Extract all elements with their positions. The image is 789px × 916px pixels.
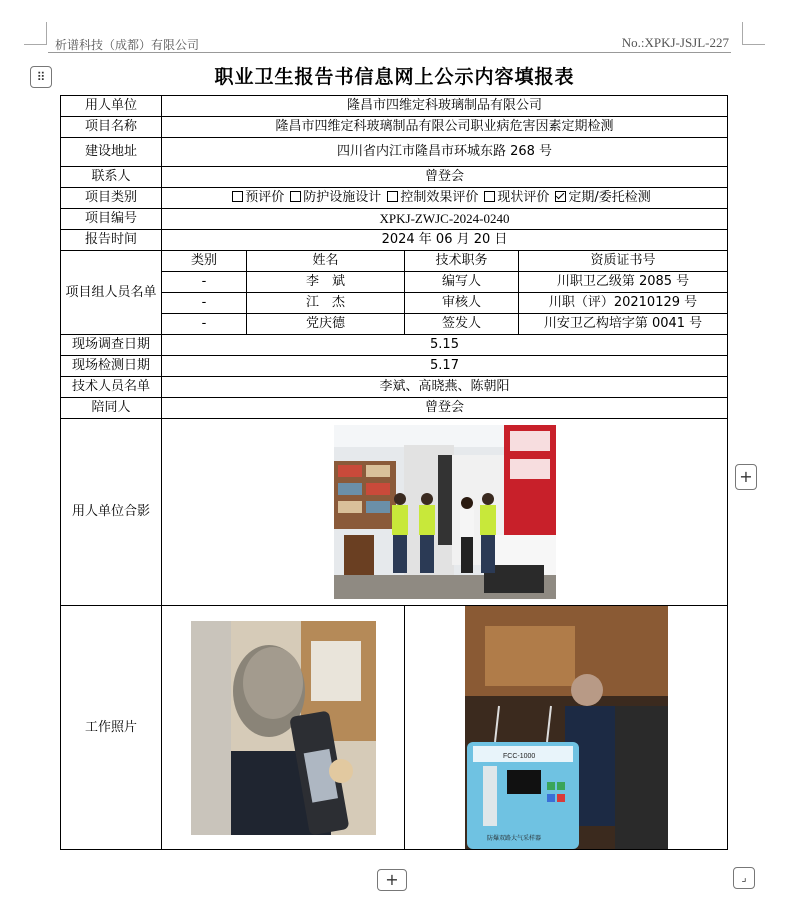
work-photo-1 [191,621,376,835]
table-row [61,314,728,335]
group-photo-cell [162,419,728,606]
page-title: 职业卫生报告书信息网上公示内容填报表 [214,66,575,88]
team-header: 资质证书号 [519,251,728,272]
option-label: 控制效果评价 [400,190,479,205]
team-header: 技术职务 [405,251,519,272]
checkbox-checked[interactable] [555,191,566,202]
category-option[interactable] [484,190,549,205]
header-company: 析谱科技（成都）有限公司 [55,38,200,52]
option-label: 预评价 [245,190,285,205]
work-photo-2-image [465,606,668,849]
team-type[interactable]: - [162,314,247,335]
table-row [61,272,728,293]
cell-label: 现场检测日期 [61,356,162,377]
category-option[interactable] [555,190,650,205]
team-cert[interactable]: 川安卫乙构培字第 0041 号 [519,314,728,335]
work-photo-1-image [191,621,376,835]
work-photo-cell [405,606,728,850]
table-row [61,356,728,377]
table-row [61,188,728,209]
cell-label: 项目编号 [61,209,162,230]
checkbox[interactable] [232,191,243,202]
resize-table-handle[interactable]: ⌟ [733,867,755,889]
table-row [61,251,728,272]
table-row [61,96,728,117]
header-doc-number: No.:XPKJ-JSJL-227 [621,35,729,50]
report-table [60,95,728,850]
team-header: 类别 [162,251,247,272]
group-photo-image [334,425,556,599]
team-header: 姓名 [247,251,405,272]
device-name-label: 防爆双路大气采样器 [486,835,541,842]
page-corner-mark [24,22,47,45]
team-duty[interactable]: 审核人 [405,293,519,314]
cell-label: 项目类别 [61,188,162,209]
table-row [61,377,728,398]
team-type[interactable]: - [162,293,247,314]
cell-label: 现场调查日期 [61,335,162,356]
add-row-button[interactable]: + [377,869,407,891]
cell-label: 项目组人员名单 [61,251,162,335]
table-row [61,209,728,230]
cell-value[interactable]: 曾登会 [162,398,728,419]
table-row [61,335,728,356]
cell-value[interactable]: 2024 年 06 月 20 日 [162,230,728,251]
table-row [61,230,728,251]
cell-value[interactable]: 隆昌市四维定科玻璃制品有限公司 [162,96,728,117]
cell-value[interactable]: 李斌、高晓燕、陈朝阳 [162,377,728,398]
team-name[interactable]: 党庆德 [247,314,405,335]
team-cert[interactable]: 川职卫乙级第 2085 号 [519,272,728,293]
cell-label: 工作照片 [61,606,162,850]
checkbox[interactable] [290,191,301,202]
work-photo-2 [465,606,668,849]
table-row [61,398,728,419]
cell-label: 联系人 [61,167,162,188]
cell-label: 技术人员名单 [61,377,162,398]
group-photo [334,425,556,599]
category-option[interactable] [387,190,478,205]
option-label: 现状评价 [497,190,550,205]
table-row [61,606,728,850]
table-row [61,117,728,138]
table-row [61,293,728,314]
table-row [61,138,728,167]
checkbox[interactable] [484,191,495,202]
team-duty[interactable]: 签发人 [405,314,519,335]
cell-label: 项目名称 [61,117,162,138]
cell-value[interactable]: 5.15 [162,335,728,356]
cell-value[interactable]: 四川省内江市隆昌市环城东路 268 号 [162,138,728,167]
page-corner-mark [742,22,765,45]
cell-value[interactable]: XPKJ-ZWJC-2024-0240 [162,209,728,230]
category-options [162,188,728,209]
table-row [61,167,728,188]
table-row [61,419,728,606]
team-type[interactable]: - [162,272,247,293]
category-option[interactable] [290,190,381,205]
cell-label: 建设地址 [61,138,162,167]
team-name[interactable]: 李 斌 [247,272,405,293]
cell-value[interactable]: 隆昌市四维定科玻璃制品有限公司职业病危害因素定期检测 [162,117,728,138]
cell-label: 用人单位 [61,96,162,117]
cell-label: 用人单位合影 [61,419,162,606]
device-model-label: FCC-1000 [502,753,535,760]
team-cert[interactable]: 川职（评）20210129 号 [519,293,728,314]
team-duty[interactable]: 编写人 [405,272,519,293]
category-option[interactable] [232,190,284,205]
cell-label: 报告时间 [61,230,162,251]
cell-value[interactable]: 曾登会 [162,167,728,188]
table-move-handle[interactable]: ⠿ [30,66,52,88]
team-name[interactable]: 江 杰 [247,293,405,314]
add-column-button[interactable]: + [735,464,757,490]
checkbox[interactable] [387,191,398,202]
work-photo-cell [162,606,405,850]
option-label: 定期/委托检测 [568,190,651,205]
cell-value[interactable]: 5.17 [162,356,728,377]
header-rule [48,52,731,53]
cell-label: 陪同人 [61,398,162,419]
option-label: 防护设施设计 [303,190,382,205]
